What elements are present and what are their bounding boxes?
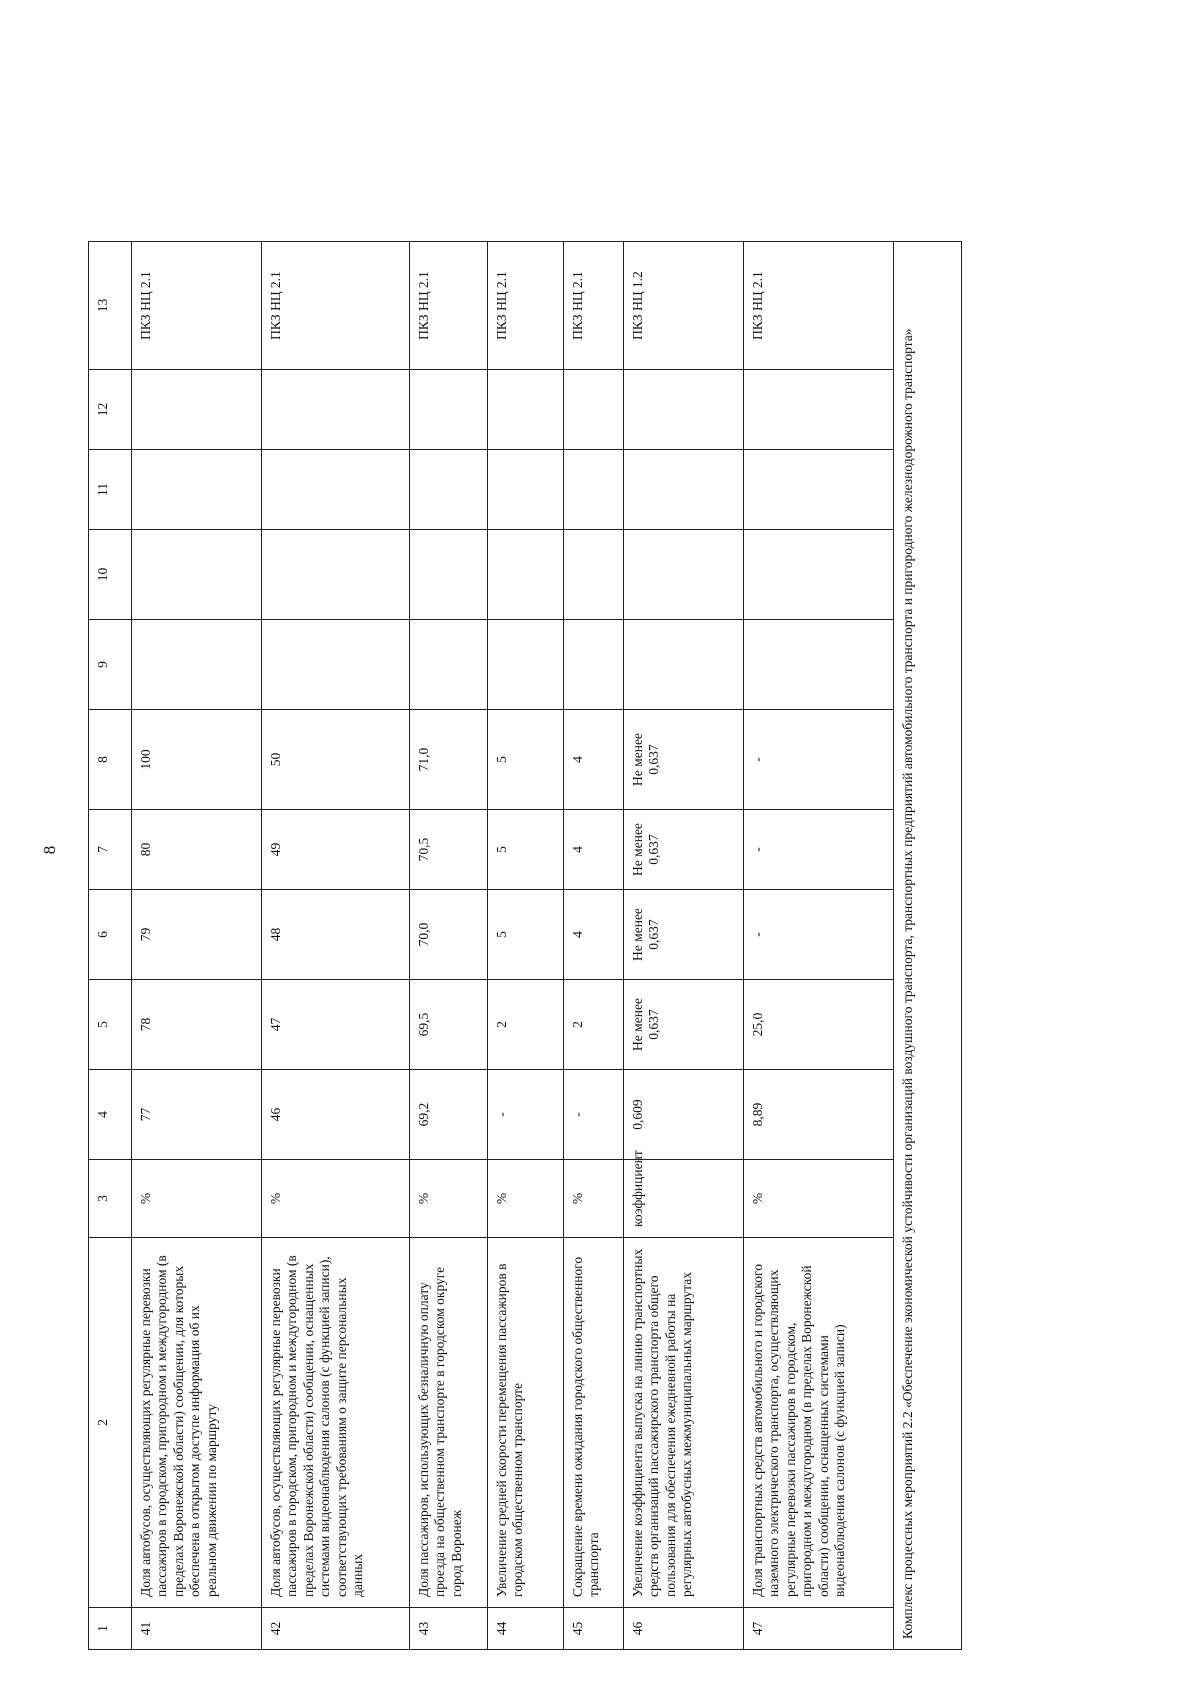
source-code: ПКЗ НЦ 2.1	[132, 242, 262, 370]
header-row	[89, 242, 132, 1650]
rotated-document-sheet	[88, 38, 1048, 1650]
value-col-11	[624, 450, 744, 530]
value-col-5: 69,5	[410, 980, 488, 1070]
table-row	[744, 242, 894, 1650]
value-col-6: 5	[488, 890, 564, 980]
row-number: 45	[564, 1608, 624, 1650]
value-col-4: 77	[132, 1070, 262, 1160]
value-col-12	[410, 370, 488, 450]
value-col-6: -	[744, 890, 894, 980]
value-col-6: 79	[132, 890, 262, 980]
unit-cell: %	[262, 1160, 410, 1238]
value-col-11	[262, 450, 410, 530]
header-col-2: 2	[89, 1238, 132, 1608]
value-col-12	[262, 370, 410, 450]
value-col-8: 4	[564, 710, 624, 810]
value-col-12	[624, 370, 744, 450]
value-col-10	[744, 530, 894, 620]
value-col-9	[132, 620, 262, 710]
value-col-7: 4	[564, 810, 624, 890]
unit-cell: коэффициент	[624, 1160, 744, 1238]
value-col-8: 100	[132, 710, 262, 810]
header-col-5: 5	[89, 980, 132, 1070]
row-number: 43	[410, 1608, 488, 1650]
row-number: 44	[488, 1608, 564, 1650]
source-code: ПКЗ НЦ 2.1	[488, 242, 564, 370]
value-col-10	[564, 530, 624, 620]
value-col-6: Не менее 0,637	[624, 890, 744, 980]
value-col-4: -	[488, 1070, 564, 1160]
value-col-11	[410, 450, 488, 530]
value-col-9	[262, 620, 410, 710]
header-col-3: 3	[89, 1160, 132, 1238]
table-row	[624, 242, 744, 1650]
value-col-5: 2	[564, 980, 624, 1070]
value-col-4: 69,2	[410, 1070, 488, 1160]
table-row	[132, 242, 262, 1650]
indicator-description: Доля пассажиров, использующих безналичную оплату проезда на общественном транспорте в городском округе город Воронеж	[410, 1238, 488, 1608]
header-col-9: 9	[89, 620, 132, 710]
value-col-7: 5	[488, 810, 564, 890]
header-col-10: 10	[89, 530, 132, 620]
value-col-4: 8,89	[744, 1070, 894, 1160]
indicator-description: Доля автобусов, осуществляющих регулярные перевозки пассажиров в городском, пригородном и междугородном (в пределах Воронежской области) сообщении, для которых обеспечена в открытом доступе информация об их реальном движении по маршруту	[132, 1238, 262, 1608]
value-col-6: 48	[262, 890, 410, 980]
value-col-6: 4	[564, 890, 624, 980]
value-col-8: 5	[488, 710, 564, 810]
value-col-9	[564, 620, 624, 710]
row-number: 47	[744, 1608, 894, 1650]
value-col-9	[410, 620, 488, 710]
footer-section-title: Комплекс процессных мероприятий 2.2 «Обеспечение экономической устойчивости организаций воздушного транспорта, транспортных предприятий автомобильного транспорта и пригородного железнодорожного транспорта»	[894, 242, 962, 1650]
source-code: ПКЗ НЦ 1.2	[624, 242, 744, 370]
unit-cell: %	[410, 1160, 488, 1238]
value-col-10	[488, 530, 564, 620]
value-col-10	[624, 530, 744, 620]
value-col-10	[132, 530, 262, 620]
indicator-description: Сокращение времени ожидания городского общественного транспорта	[564, 1238, 624, 1608]
row-number: 42	[262, 1608, 410, 1650]
indicator-description: Увеличение средней скорости перемещения пассажиров в городском общественном транспорте	[488, 1238, 564, 1608]
unit-cell: %	[564, 1160, 624, 1238]
value-col-7: 70,5	[410, 810, 488, 890]
value-col-10	[262, 530, 410, 620]
header-col-4: 4	[89, 1070, 132, 1160]
indicator-description: Доля автобусов, осуществляющих регулярные перевозки пассажиров в городском, пригородном и междугородном (в пределах Воронежской области) сообщении, оснащенных системами видеонаблюдения салонов (с функцией записи), соответствующих требованиям о защите персональных данных	[262, 1238, 410, 1608]
table-row	[262, 242, 410, 1650]
value-col-12	[488, 370, 564, 450]
value-col-9	[488, 620, 564, 710]
row-number: 41	[132, 1608, 262, 1650]
source-code: ПКЗ НЦ 2.1	[744, 242, 894, 370]
value-col-7: -	[744, 810, 894, 890]
value-col-8: Не менее 0,637	[624, 710, 744, 810]
header-col-8: 8	[89, 710, 132, 810]
value-col-7: Не менее 0,637	[624, 810, 744, 890]
value-col-5: 78	[132, 980, 262, 1070]
header-col-6: 6	[89, 890, 132, 980]
value-col-12	[744, 370, 894, 450]
indicators-table	[88, 241, 962, 1650]
value-col-12	[132, 370, 262, 450]
table-row	[410, 242, 488, 1650]
source-code: ПКЗ НЦ 2.1	[262, 242, 410, 370]
value-col-9	[744, 620, 894, 710]
value-col-11	[488, 450, 564, 530]
unit-cell: %	[132, 1160, 262, 1238]
value-col-4: 46	[262, 1070, 410, 1160]
source-code: ПКЗ НЦ 2.1	[410, 242, 488, 370]
value-col-9	[624, 620, 744, 710]
value-col-5: 2	[488, 980, 564, 1070]
value-col-4: 0,609	[624, 1070, 744, 1160]
value-col-7: 80	[132, 810, 262, 890]
row-number: 46	[624, 1608, 744, 1650]
unit-cell: %	[488, 1160, 564, 1238]
indicator-description: Доля транспортных средств автомобильного и городского наземного электрического транспорта, осуществляющих регулярные перевозки пассажиров в городском, пригородном и междугородном (в пределах Воронежской области) сообщении, оснащенных системами видеонаблюдения салонов (с функцией записи)	[744, 1238, 894, 1608]
table-row	[488, 242, 564, 1650]
value-col-11	[744, 450, 894, 530]
value-col-5: 47	[262, 980, 410, 1070]
source-code: ПКЗ НЦ 2.1	[564, 242, 624, 370]
header-col-1: 1	[89, 1608, 132, 1650]
value-col-8: -	[744, 710, 894, 810]
value-col-4: -	[564, 1070, 624, 1160]
value-col-5: 25,0	[744, 980, 894, 1070]
value-col-11	[564, 450, 624, 530]
value-col-10	[410, 530, 488, 620]
header-col-7: 7	[89, 810, 132, 890]
header-col-13: 13	[89, 242, 132, 370]
value-col-8: 50	[262, 710, 410, 810]
value-col-5: Не менее 0,637	[624, 980, 744, 1070]
value-col-12	[564, 370, 624, 450]
header-col-11: 11	[89, 450, 132, 530]
indicator-description: Увеличение коэффициента выпуска на линию транспортных средств организаций пассажирского транспорта общего пользования для обеспечения ежедневной работы на регулярных автобусных межмуниципальных маршрутах	[624, 1238, 744, 1608]
value-col-8: 71,0	[410, 710, 488, 810]
value-col-6: 70,0	[410, 890, 488, 980]
table-row	[564, 242, 624, 1650]
value-col-7: 49	[262, 810, 410, 890]
page-number: 8	[40, 845, 59, 855]
footer-row	[894, 242, 962, 1650]
value-col-11	[132, 450, 262, 530]
header-col-12: 12	[89, 370, 132, 450]
unit-cell: %	[744, 1160, 894, 1238]
